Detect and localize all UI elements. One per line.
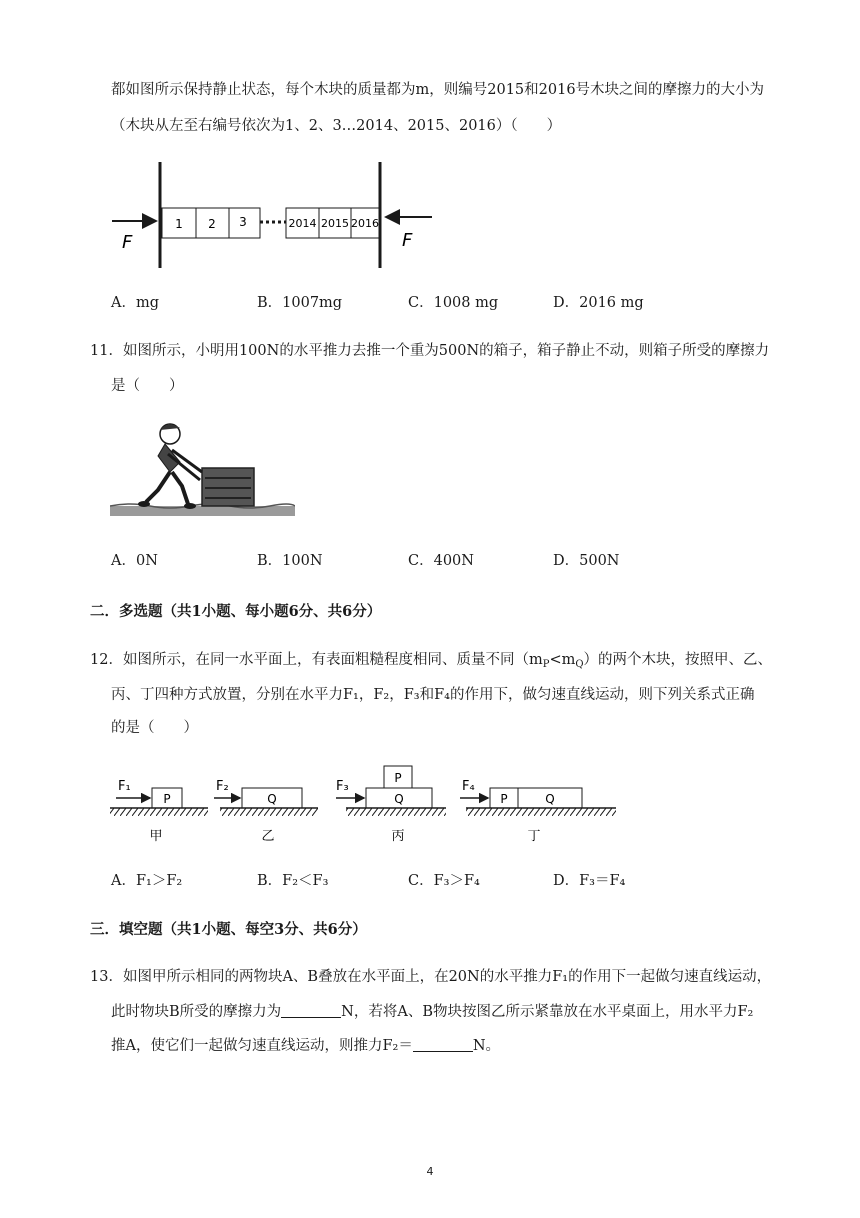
block-label: P [394, 771, 402, 785]
force-label-f3: F₃ [336, 779, 349, 794]
q12-subscript-q: Q [575, 659, 584, 670]
panel-ding [460, 779, 616, 844]
q12-option-a: A．F₁＞F₂ [111, 873, 183, 889]
answer-blank-2[interactable] [413, 1037, 473, 1052]
panel-bing [336, 766, 446, 844]
block-label: 3 [239, 215, 247, 229]
caption-ding: 丁 [527, 829, 541, 844]
q13-text-line1: 13．如图甲所示相同的两物块A、B叠放在水平面上，在20N的水平推力F₁的作用下一起做匀速直线运动， [90, 969, 772, 985]
block-label: 1 [175, 217, 183, 231]
force-label-f4: F₄ [462, 779, 475, 794]
q12-option-c: C．F₃＞F₄ [408, 873, 480, 889]
q13-line3-part-a: 推A，使它们一起做匀速直线运动，则推力F₂＝ [111, 1038, 413, 1054]
q10-text-line2: （木块从左至右编号依次为1、2、3…2014、2015、2016）（ ） [111, 118, 562, 134]
force-label-f2: F₂ [216, 779, 229, 794]
q12-line1-part-b: ）的两个木块，按照甲、乙、 [583, 652, 773, 668]
block-label: Q [394, 792, 404, 806]
q13-line3-part-b: N。 [472, 1038, 501, 1054]
force-label-left: F [122, 232, 133, 253]
page-number: 4 [426, 1165, 434, 1178]
q12-line1-part-mid: <m [549, 652, 576, 668]
q12-option-d: D．F₃＝F₄ [553, 873, 626, 889]
q12-text-line3: 的是（ ） [111, 720, 198, 736]
q12-four-arrangements-figure [108, 760, 620, 850]
q10-option-c: C．1008 mg [408, 295, 499, 311]
force-label-f1: F₁ [118, 779, 131, 794]
force-label-right: F [402, 230, 413, 251]
block-label: P [500, 792, 508, 806]
caption-yi: 乙 [261, 829, 275, 844]
block-label: Q [267, 792, 277, 806]
q10-option-d: D．2016 mg [553, 295, 644, 311]
q11-option-c: C．400N [408, 553, 474, 569]
block-label: 2014 [288, 217, 317, 230]
q12-option-b: B．F₂＜F₃ [257, 873, 329, 889]
q11-option-b: B．100N [257, 553, 323, 569]
block-label: Q [545, 792, 555, 806]
panel-jia [110, 779, 208, 844]
q10-option-b: B．1007mg [257, 295, 343, 311]
q11-option-d: D．500N [553, 553, 620, 569]
q13-line2-part-b: N，若将A、B物块按图乙所示紧靠放在水平桌面上，用水平力F₂ [341, 1004, 754, 1020]
q12-text-line1 [90, 650, 772, 670]
q11-option-a: A．0N [111, 553, 158, 569]
block-label: 2 [208, 217, 216, 231]
q13-line2-part-a: 此时物块B所受的摩擦力为 [111, 1004, 282, 1020]
q12-line1-part-a: 12．如图所示，在同一水平面上，有表面粗糙程度相同、质量不同（m [90, 652, 543, 668]
block-label: 2015 [321, 217, 349, 230]
section-heading-fill-in: 三．填空题（共1小题、每空3分、共6分） [90, 921, 367, 938]
q12-subscript-p: P [542, 659, 550, 670]
block-label: 2016 [351, 217, 379, 230]
q13-text-line2 [111, 1002, 753, 1022]
q12-text-line2: 丙、丁四种方式放置，分别在水平力F₁，F₂，F₃和F₄的作用下，做匀速直线运动，则下列关系式正确 [111, 687, 755, 703]
q10-blocks-figure [108, 160, 438, 272]
caption-jia: 甲 [149, 829, 163, 844]
q10-text-line1: 都如图所示保持静止状态，每个木块的质量都为m，则编号2015和2016号木块之间的摩擦力的大小为 [111, 82, 765, 98]
q11-text-line2: 是（ ） [111, 378, 184, 394]
q11-boy-pushing-box-figure [110, 420, 295, 522]
caption-bing: 丙 [391, 829, 405, 844]
q10-option-a: A．mg [111, 295, 160, 311]
q11-text-line1: 11．如图所示，小明用100N的水平推力去推一个重为500N的箱子，箱子静止不动，则箱子所受的摩擦力 [90, 343, 770, 359]
section-heading-multiple-choice: 二．多选题（共1小题、每小题6分、共6分） [90, 603, 382, 620]
panel-yi [214, 779, 318, 844]
q13-text-line3 [111, 1036, 500, 1056]
answer-blank-1[interactable] [281, 1003, 341, 1018]
block-label: P [163, 792, 171, 806]
